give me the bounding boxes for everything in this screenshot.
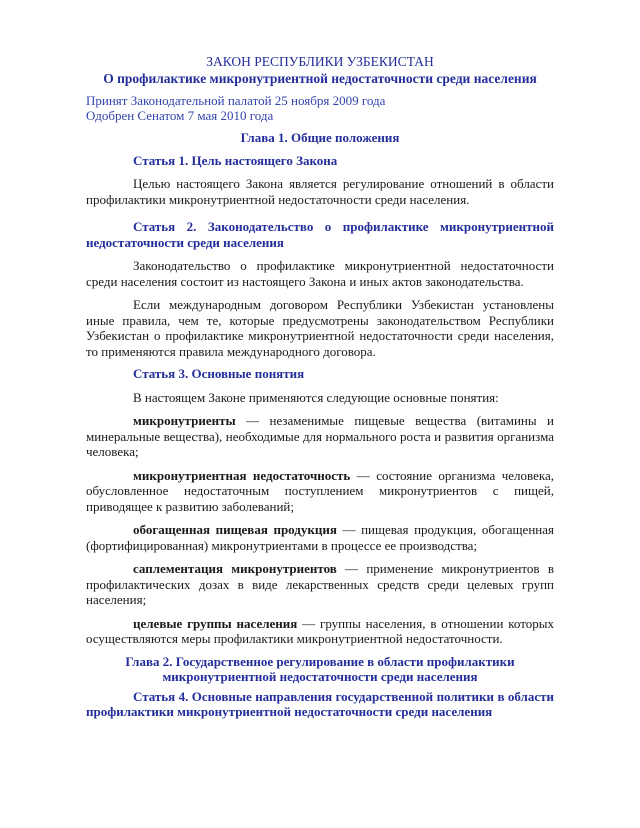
term-label: саплементация микронутриентов [133,561,337,576]
term-definition: — применение микронутриентов в профилактических дозах в виде лекарственных средств среди целевых групп населения; [86,561,554,607]
definition-paragraph-micronutrients [86,413,554,460]
article-2-paragraph-1: Законодательство о профилактике микронутриентной недостаточности среди населения состоит из настоящего Закона и иных актов законодательства. [86,258,554,289]
document-title: ЗАКОН РЕСПУБЛИКИ УЗБЕКИСТАН [206,54,434,69]
term-definition: — пищевая продукция, обогащенная (фортифицированная) микронутриентами в процессе ее производства; [86,522,554,553]
article-3-intro-paragraph: В настоящем Законе применяются следующие основные понятия: [133,389,499,405]
adoption-dates-block [86,93,554,123]
definition-paragraph-deficiency [86,468,554,515]
approved-date-line: Одобрен Сенатом 7 мая 2010 года [86,108,274,123]
article-4-heading: Статья 4. Основные направления государственной политики в области профилактики микронутриентной недостаточности среди населения [86,688,554,719]
term-label: микронутриенты [133,413,236,428]
article-2-paragraph-2: Если международным договором Республики Узбекистан установлены иные правила, чем те, которые предусмотрены законодательством Республики Узбекистан о профилактике микронутриентной недостаточности среди населения, то применяются правила международного договора. [86,297,554,359]
term-label: микронутриентная недостаточность [133,467,351,483]
definition-paragraph-fortified-food [86,522,554,553]
definition-paragraph-target-groups [86,616,554,647]
term-definition: — незаменимые пищевые вещества (витамины и минеральные вещества), необходимые для нормального роста и развития организма человека; [86,413,554,459]
term-definition: — состояние организма человека, обусловленное недостаточным поступлением микронутриентов с пищей, приводящее к развитию заболеваний; [86,467,554,514]
article-2-heading: Статья 2. Законодательство о профилактике микронутриентной недостаточности среди населения [86,219,554,250]
law-document [86,54,554,720]
article-1-heading: Статья 1. Цель настоящего Закона [133,152,338,168]
document-subtitle: О профилактике микронутриентной недостаточности среди населения [103,70,537,86]
chapter-1-heading: Глава 1. Общие положения [240,130,400,145]
chapter-2-heading: Глава 2. Государственное регулирование в области профилактики микронутриентной недостаточности среди населения [125,653,515,684]
adopted-date-line: Принят Законодательной палатой 25 ноября 2009 года [86,93,386,108]
article-1-paragraph: Целью настоящего Закона является регулирование отношений в области профилактики микронутриентной недостаточности среди населения. [86,176,554,207]
term-definition: — группы населения, в отношении которых осуществляются меры профилактики микронутриентной недостаточности. [86,615,554,646]
definition-paragraph-supplementation [86,561,554,608]
article-3-heading: Статья 3. Основные понятия [133,366,305,381]
term-label: обогащенная пищевая продукция [133,522,337,537]
term-label: целевые группы населения [133,615,298,631]
